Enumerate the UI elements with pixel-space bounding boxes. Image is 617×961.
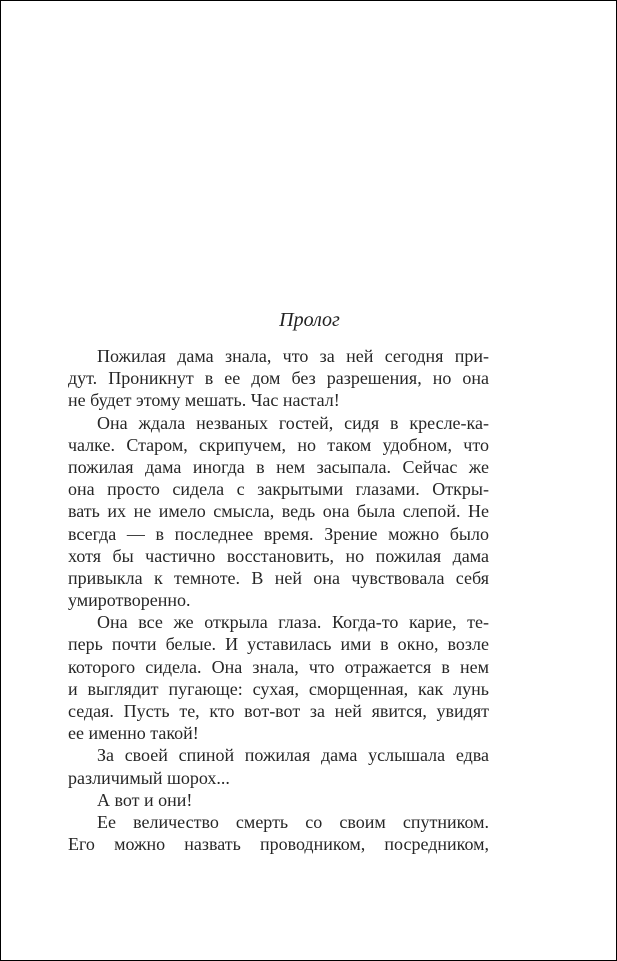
text-line: она просто сидела с закрытыми глазами. Откры- xyxy=(68,479,489,500)
text-line: Ее величество смерть со своим спутником. xyxy=(97,811,489,832)
text-line: перь почти белые. И уставилась ими в окно, возле xyxy=(68,634,489,655)
text-line: Пожилая дама знала, что за ней сегодня при- xyxy=(97,346,489,366)
text-line: вать их не имело смысла, ведь она была слепой. Не xyxy=(68,501,489,522)
text-line: и выглядит пугающе: сухая, сморщенная, как лунь xyxy=(68,678,489,699)
text-line: Она все же открыла глаза. Когда-то карие, те- xyxy=(97,612,489,633)
text-line: дут. Проникнут в ее дом без разрешения, но она xyxy=(68,368,489,389)
text-line: седая. Пусть те, кто вот-вот за ней явится, увидят xyxy=(68,701,489,721)
text-line: которого сидела. Она знала, что отражается в нем xyxy=(68,656,489,677)
text-line: чалке. Старом, скрипучем, но таком удобном, что xyxy=(68,434,489,455)
body-text xyxy=(68,345,489,855)
text-line: Его можно назвать проводником, посредником, xyxy=(68,834,489,855)
text-line: хотя бы частично восстановить, но пожилая дама xyxy=(68,545,489,566)
text-line: пожилая дама иногда в нем засыпала. Сейчас же xyxy=(68,456,489,477)
text-line: умиротворенно. xyxy=(68,590,191,611)
text-line: всегда — в последнее время. Зрение можно было xyxy=(68,523,489,544)
text-line: привыкла к темноте. В ней она чувствовала себя xyxy=(68,567,489,588)
text-line: не будет этому мешать. Час настал! xyxy=(68,390,340,411)
chapter-title: Пролог xyxy=(279,309,340,331)
text-line: А вот и они! xyxy=(97,789,193,810)
text-line: За своей спиной пожилая дама услышала едва xyxy=(97,745,489,766)
text-line: Она ждала незваных гостей, сидя в кресле-ка- xyxy=(97,412,489,433)
text-line: различимый шорох... xyxy=(68,767,230,788)
text-line: ее именно такой! xyxy=(68,723,199,744)
